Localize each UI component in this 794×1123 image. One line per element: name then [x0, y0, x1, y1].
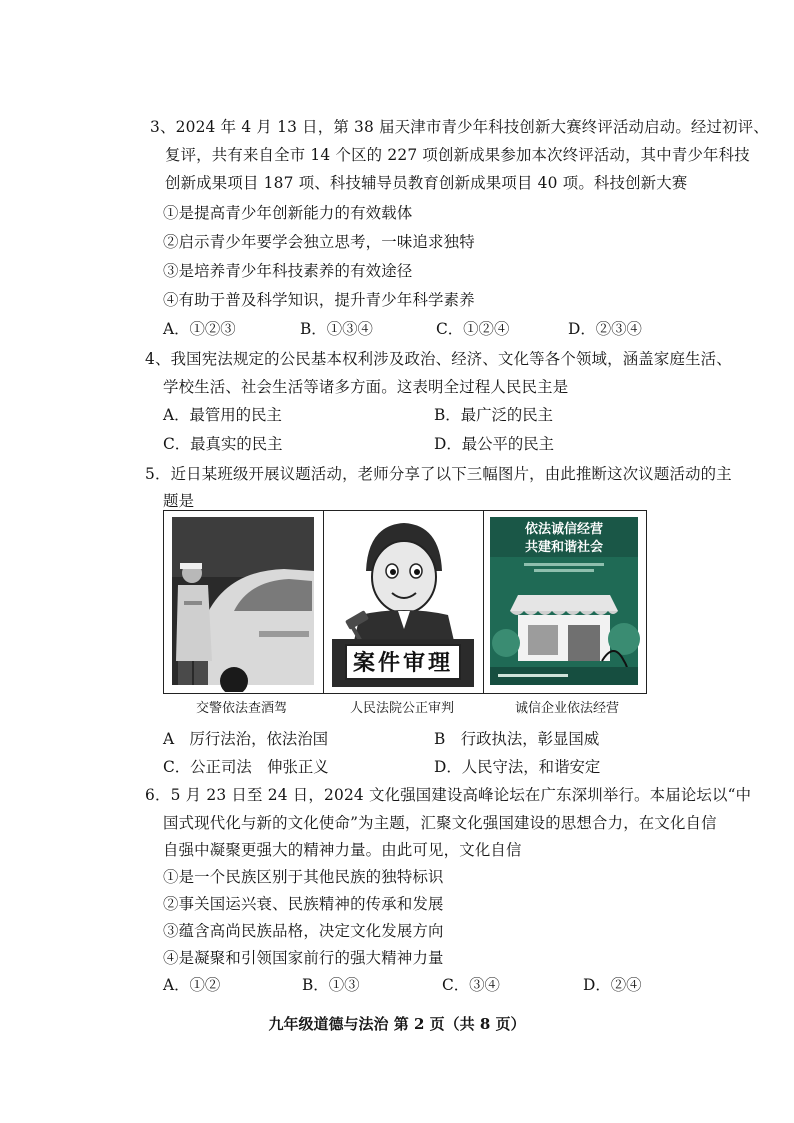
- caption-traffic-police: 交警依法查酒驾: [196, 701, 288, 716]
- traffic-police-image: [164, 511, 322, 692]
- q3-option-d[interactable]: D．②③④: [568, 320, 642, 338]
- photo-traffic-police: [164, 511, 324, 693]
- page-footer: 九年级道德与法治 第 2 页（共 8 页）: [268, 1015, 526, 1033]
- q5-line-1: 5．近日某班级开展议题活动，老师分享了以下三幅图片，由此推断这次议题活动的主: [145, 465, 732, 483]
- judge-illustration: [324, 511, 482, 692]
- q5-option-b[interactable]: B 行政执法，彰显国威: [434, 730, 600, 748]
- q6-line-2: 国式现代化与新的文化使命”为主题，汇聚文化强国建设的思想合力，在文化自信: [163, 814, 717, 832]
- q6-statement-4: ④是凝聚和引领国家前行的强大精神力量: [163, 949, 444, 967]
- caption-enterprise: 诚信企业依法经营: [515, 701, 620, 716]
- q3-option-b[interactable]: B．①③④: [300, 320, 373, 338]
- q4-option-d[interactable]: D．最公平的民主: [434, 435, 555, 453]
- q4-option-b[interactable]: B．最广泛的民主: [434, 406, 554, 424]
- q4-option-a[interactable]: A．最管用的民主: [163, 406, 282, 424]
- q3-line-2: 复评，共有来自全市 14 个区的 227 项创新成果参加本次终评活动，其中青少年科技: [165, 146, 750, 164]
- q6-option-b[interactable]: B．①③: [302, 976, 360, 994]
- q6-statement-3: ③蕴含高尚民族品格，决定文化发展方向: [163, 922, 444, 940]
- q5-option-a[interactable]: A 厉行法治，依法治国: [163, 730, 329, 748]
- q4-line-1: 4、我国宪法规定的公民基本权利涉及政治、经济、文化等各个领域，涵盖家庭生活、: [145, 350, 732, 368]
- poster-title-2: 共建和谐社会: [524, 540, 604, 555]
- q6-line-3: 自强中凝聚更强大的精神力量。由此可见，文化自信: [163, 841, 522, 859]
- q3-line-1: 3、2024 年 4 月 13 日，第 38 届天津市青少年科技创新大赛终评活动启动。经过初评、: [150, 118, 769, 136]
- q3-option-a[interactable]: A．①②③: [163, 320, 236, 338]
- poster-title-1: 依法诚信经营: [524, 522, 604, 537]
- q4-line-2: 学校生活、社会生活等诸多方面。这表明全过程人民民主是: [163, 378, 569, 396]
- judge-desk-sign: 案件审理: [352, 650, 454, 676]
- judge-cartoon: [324, 511, 484, 693]
- q6-option-d[interactable]: D．②④: [583, 976, 642, 994]
- q5-option-c[interactable]: C．公正司法 伸张正义: [163, 758, 329, 776]
- q5-figure-panel: [163, 510, 647, 694]
- q3-statement-2: ②启示青少年要学会独立思考，一味追求独特: [163, 233, 475, 251]
- q6-option-a[interactable]: A．①②: [163, 976, 221, 994]
- caption-court: 人民法院公正审判: [350, 701, 455, 716]
- q3-statement-1: ①是提高青少年创新能力的有效载体: [163, 204, 413, 222]
- q3-option-c[interactable]: C．①②④: [436, 320, 510, 338]
- q3-line-3: 创新成果项目 187 项、科技辅导员教育创新成果项目 40 项。科技创新大赛: [165, 174, 688, 192]
- q3-statement-4: ④有助于普及科学知识，提升青少年科学素养: [163, 291, 475, 309]
- q3-statement-3: ③是培养青少年科技素养的有效途径: [163, 262, 413, 280]
- q6-statement-1: ①是一个民族区别于其他民族的独特标识: [163, 868, 444, 886]
- q6-option-c[interactable]: C．③④: [442, 976, 500, 994]
- integrity-poster: [484, 511, 646, 693]
- q5-option-d[interactable]: D．人民守法，和谐安定: [434, 758, 601, 776]
- q6-line-1: 6．5 月 23 日至 24 日，2024 文化强国建设高峰论坛在广东深圳举行。本届论坛以“中: [145, 786, 752, 804]
- q4-option-c[interactable]: C．最真实的民主: [163, 435, 283, 453]
- q5-line-2: 题是: [163, 492, 195, 510]
- poster-illustration: [484, 511, 644, 692]
- q6-statement-2: ②事关国运兴衰、民族精神的传承和发展: [163, 895, 444, 913]
